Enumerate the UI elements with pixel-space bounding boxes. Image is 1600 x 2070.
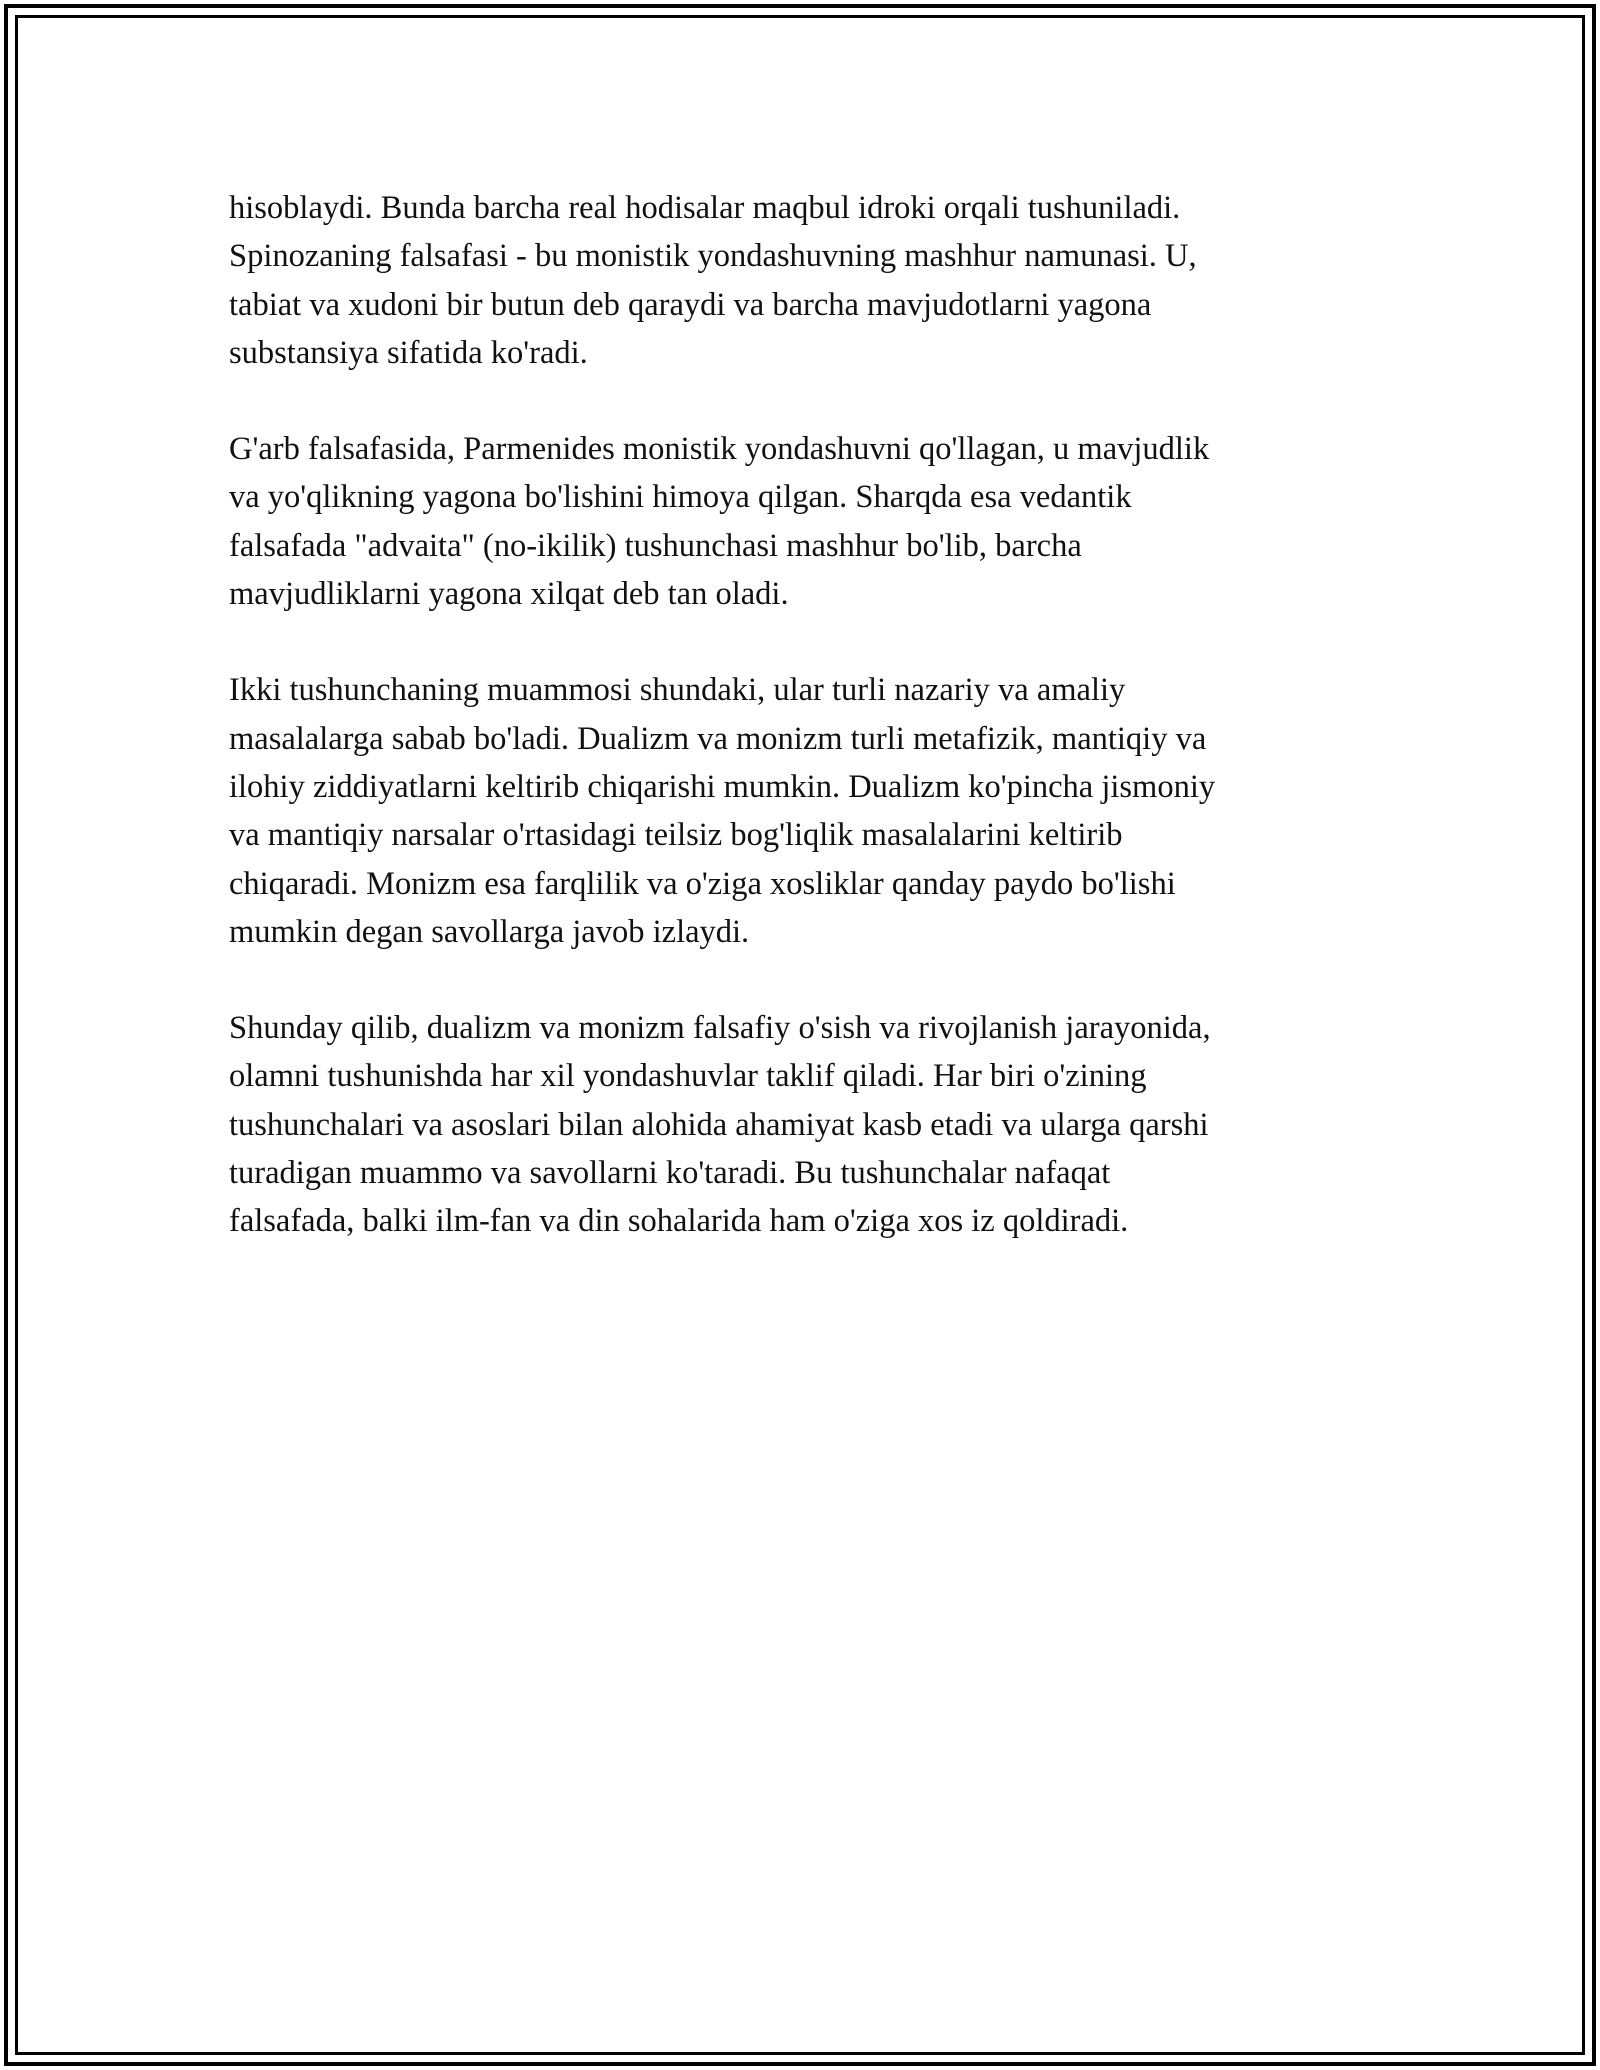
text-line: va yo'qlikning yagona bo'lishini himoya qilgan. Sharqda esa vedantik	[229, 479, 1132, 516]
text-line: G'arb falsafasida, Parmenides monistik yondashuvni qo'llagan, u mavjudlik	[229, 431, 1210, 468]
text-line: Spinozaning falsafasi - bu monistik yondashuvning mashhur namunasi. U,	[229, 238, 1197, 275]
text-line: Shunday qilib, dualizm va monizm falsafiy o'sish va rivojlanish jarayonida,	[229, 1010, 1211, 1047]
text-line: mavjudliklarni yagona xilqat deb tan oladi.	[229, 576, 789, 613]
text-line: falsafada "advaita" (no-ikilik) tushunchasi mashhur bo'lib, barcha	[229, 527, 1082, 564]
text-line: masalalarga sabab bo'ladi. Dualizm va monizm turli metafizik, mantiqiy va	[229, 720, 1207, 757]
paragraph	[229, 666, 1349, 956]
text-line: substansiya sifatida ko'radi.	[229, 334, 588, 371]
text-line: tushunchalari va asoslari bilan alohida ahamiyat kasb etadi va ularga qarshi	[229, 1106, 1209, 1143]
text-line: ilohiy ziddiyatlarni keltirib chiqarishi mumkin. Dualizm ko'pincha jismoniy	[229, 768, 1216, 805]
text-line: turadigan muammo va savollarni ko'taradi. Bu tushunchalar nafaqat	[229, 1155, 1111, 1192]
paragraph	[229, 1004, 1349, 1245]
text-line: Ikki tushunchaning muammosi shundaki, ular turli nazariy va amaliy	[229, 672, 1126, 709]
text-line: hisoblaydi. Bunda barcha real hodisalar maqbul idroki orqali tushuniladi.	[229, 190, 1181, 226]
text-line: mumkin degan savollarga javob izlaydi.	[229, 913, 750, 950]
paragraph	[229, 425, 1349, 618]
text-line: va mantiqiy narsalar o'rtasidagi teilsiz bog'liqlik masalalarini keltirib	[229, 817, 1123, 854]
paragraph	[229, 184, 1349, 377]
text-line: chiqaradi. Monizm esa farqlilik va o'ziga xosliklar qanday paydo bo'lishi	[229, 865, 1176, 902]
text-line: tabiat va xudoni bir butun deb qaraydi va barcha mavjudotlarni yagona	[229, 286, 1152, 323]
document-body	[229, 184, 1349, 1294]
text-line: olamni tushunishda har xil yondashuvlar taklif qiladi. Har biri o'zining	[229, 1058, 1147, 1095]
text-line: falsafada, balki ilm-fan va din sohalarida ham o'ziga xos iz qoldiradi.	[229, 1203, 1129, 1240]
